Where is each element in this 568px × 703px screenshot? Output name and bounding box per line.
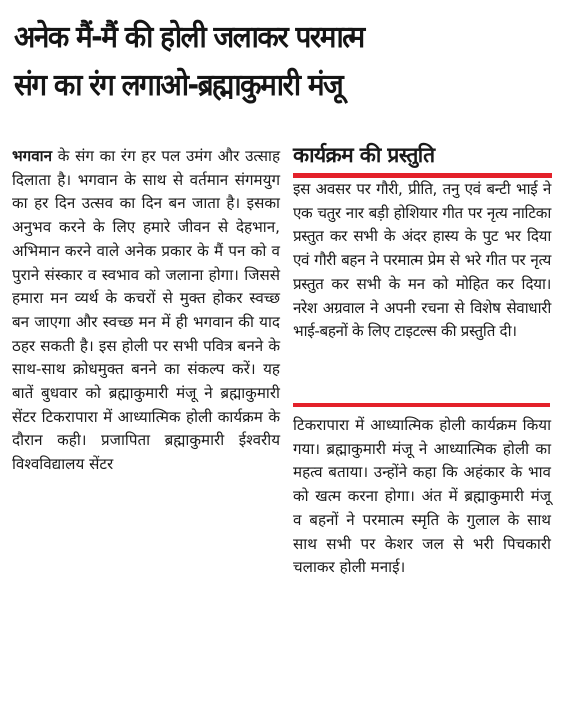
headline-line-1: अनेक मैं-मैं की होली जलाकर परमात्म — [14, 20, 364, 55]
headline-line-2: संग का रंग लगाओ-ब्रह्माकुमारी मंजू — [14, 68, 343, 103]
lead-word: भगवान — [12, 147, 53, 165]
right-column-top — [293, 178, 551, 344]
right-column-paragraph-1: इस अवसर पर गौरी, प्रीति, तनु एवं बन्टी भाई ने एक चतुर नार बड़ी होशियार गीत पर नृत्य नाटिका प्रस्तुत कर सभी के अंदर हास्य के पुट भर दिया एवं गौरी बहन ने परमात्म प्रेम से भरे गीत पर नृत्य प्रस्तुत कर सभी के मन को मोहित कर दिया। नरेश अग्रवाल ने अपनी रचना से विशेष सेवाधारी भाई-बहनों के लिए टाइटल्स की प्रस्तुति दी। — [293, 180, 551, 341]
headline — [14, 14, 516, 110]
subheading: कार्यक्रम की प्रस्तुति — [293, 143, 435, 167]
right-column-bottom — [293, 414, 551, 580]
left-column-paragraph — [12, 145, 280, 477]
left-column — [12, 145, 280, 477]
right-column-paragraph-2: टिकरापारा में आध्यात्मिक होली कार्यक्रम किया गया। ब्रह्माकुमारी मंजू ने आध्यात्मिक होली का महत्व बताया। उन्होंने कहा कि अहंकार के भाव को खत्म करना होगा। अंत में ब्रह्माकुमारी मंजू व बहनों ने परमात्म स्मृति के गुलाल के साथ साथ सभी पर केशर जल से भरी पिचकारी चलाकर होली मनाई। — [293, 416, 551, 577]
section-divider — [293, 403, 550, 407]
left-column-text: के संग का रंग हर पल उमंग और उत्साह दिलाता है। भगवान के साथ से वर्तमान संगमयुग का हर दिन उत्सव का दिन बन जाता है। इसका अनुभव करने के लिए हमारे जीवन से देहभान, अभिमान करने वाले अनेक प्रकार के मैं पन को व पुराने संस्कार व स्वभाव को जलाना होगा। जिससे हमारा मन व्यर्थ के कचरों से मुक्त होकर स्वच्छ बन जाएगा और स्वच्छ मन में ही भगवान की याद ठहर सकती है। इस होली पर सभी पवित्र बनने के साथ-साथ क्रोधमुक्त बनने का संकल्प करें। यह बातें बुधवार को ब्रह्माकुमारी मंजू ने ब्रह्माकुमारी सेंटर टिकरापारा में आध्यात्मिक होली कार्यक्रम के दौरान कही। प्रजापिता ब्रह्माकुमारी ईश्वरीय विश्वविद्यालय सेंटर — [12, 147, 281, 474]
